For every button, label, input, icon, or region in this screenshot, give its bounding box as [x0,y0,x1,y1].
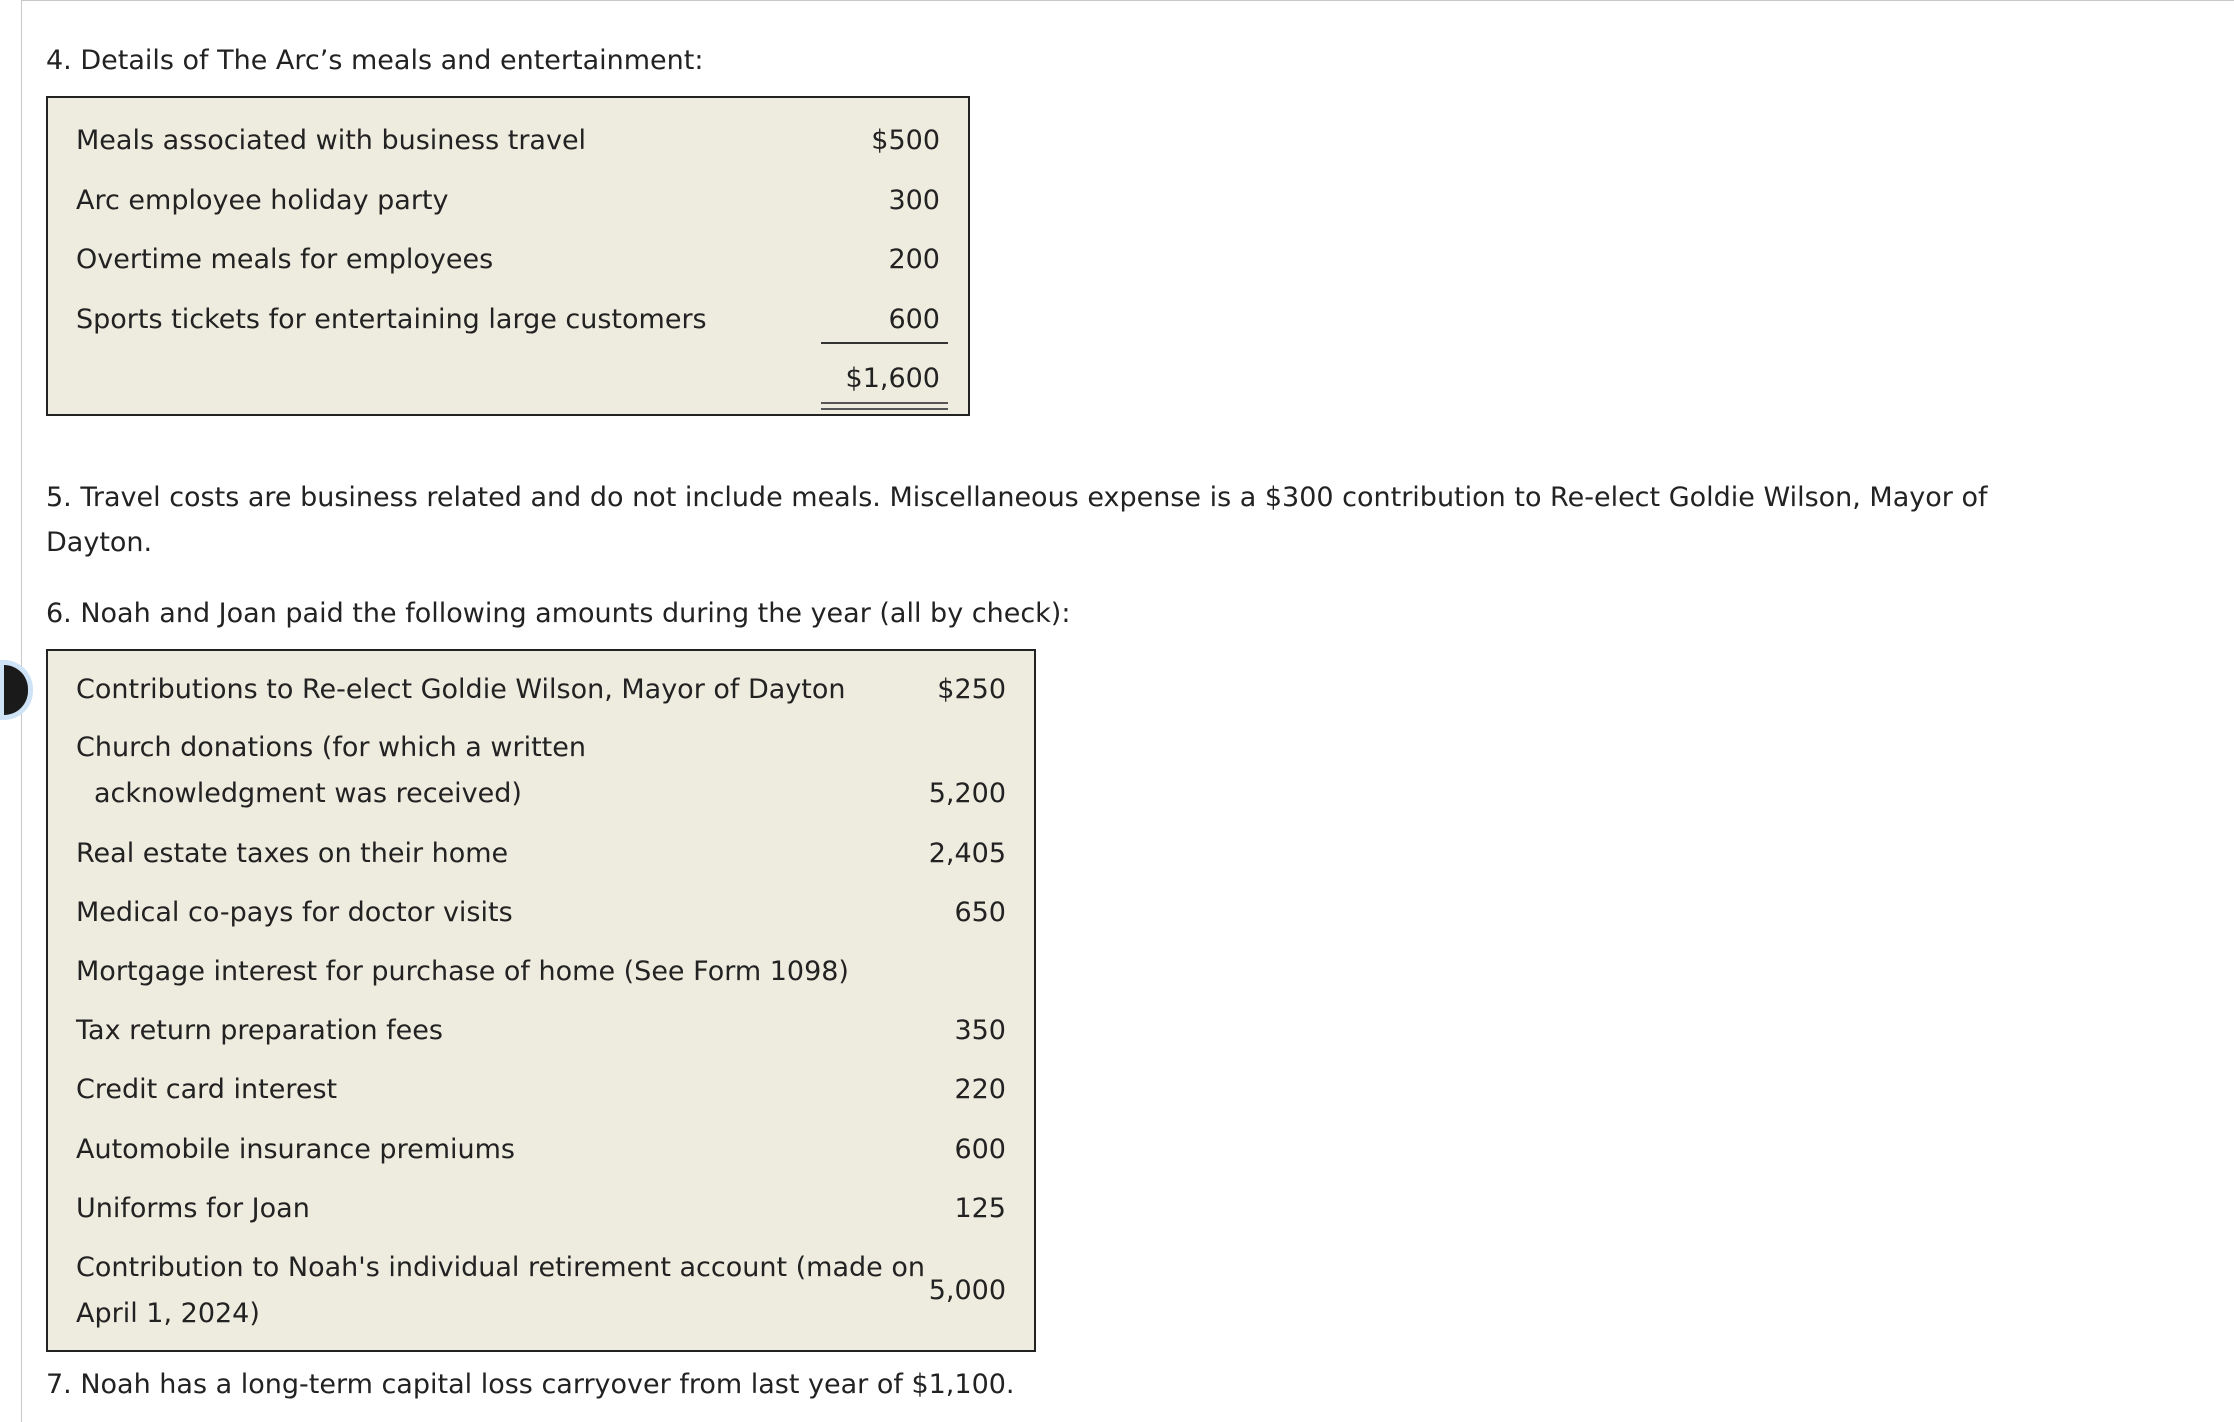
row-label: Credit card interest [76,1074,338,1105]
table-row [48,725,1034,817]
row-label: Meals associated with business travel [76,125,587,156]
total-amount: $1,600 [845,363,940,394]
row-label-continued: acknowledgment was received) [94,778,522,809]
item5-line2: Dayton. [46,527,153,558]
row-label: Contributions to Re-elect Goldie Wilson, Mayor of Dayton [76,674,846,705]
row-label-continued: April 1, 2024) [76,1298,260,1329]
total-double-rule [821,402,948,410]
row-amount: 125 [954,1193,1006,1224]
table-row [48,890,1034,936]
table-row [48,1186,1034,1232]
row-label: Tax return preparation fees [76,1015,443,1046]
table-row [48,667,1034,713]
table-row [48,831,1034,877]
row-amount: 300 [888,185,940,216]
row-amount: 220 [954,1074,1006,1105]
meals-entertainment-table [46,96,970,416]
subtotal-rule [821,342,948,344]
row-label: Contribution to Noah's individual retirement account (made on [76,1252,925,1283]
table-row [48,178,968,224]
row-label: Arc employee holiday party [76,185,449,216]
table-row [48,297,968,343]
row-label: Overtime meals for employees [76,244,494,275]
item6-heading: 6. Noah and Joan paid the following amounts during the year (all by check): [46,598,1071,629]
row-amount: $500 [871,125,940,156]
item5-line1: 5. Travel costs are business related and do not include meals. Miscellaneous expense is a $300 contribution to Re-elect Goldie Wilson, Mayor of [46,482,1988,513]
table-row [48,1008,1034,1054]
row-label: Church donations (for which a written [76,732,586,763]
row-amount: 5,000 [928,1275,1006,1306]
row-label: Real estate taxes on their home [76,838,509,869]
table-row [48,949,1034,995]
table-row [48,1067,1034,1113]
row-label: Automobile insurance premiums [76,1134,515,1165]
row-label: Mortgage interest for purchase of home (See Form 1098) [76,956,849,987]
row-amount: 650 [954,897,1006,928]
row-amount: 600 [888,304,940,335]
row-label: Medical co-pays for doctor visits [76,897,513,928]
payments-table [46,649,1036,1352]
table-row [48,118,968,164]
table-row [48,1127,1034,1173]
item7-text: 7. Noah has a long-term capital loss carryover from last year of $1,100. [46,1369,1015,1400]
row-amount: $250 [937,674,1006,705]
side-panel-toggle[interactable] [4,665,28,715]
row-amount: 350 [954,1015,1006,1046]
table-row [48,237,968,283]
table-row [48,1245,1034,1337]
row-amount: 600 [954,1134,1006,1165]
row-amount: 5,200 [928,778,1006,809]
row-label: Sports tickets for entertaining large customers [76,304,707,335]
row-label: Uniforms for Joan [76,1193,310,1224]
row-amount: 2,405 [928,838,1006,869]
row-amount: 200 [888,244,940,275]
total-row [48,356,968,402]
item4-heading: 4. Details of The Arc’s meals and entertainment: [46,45,704,76]
